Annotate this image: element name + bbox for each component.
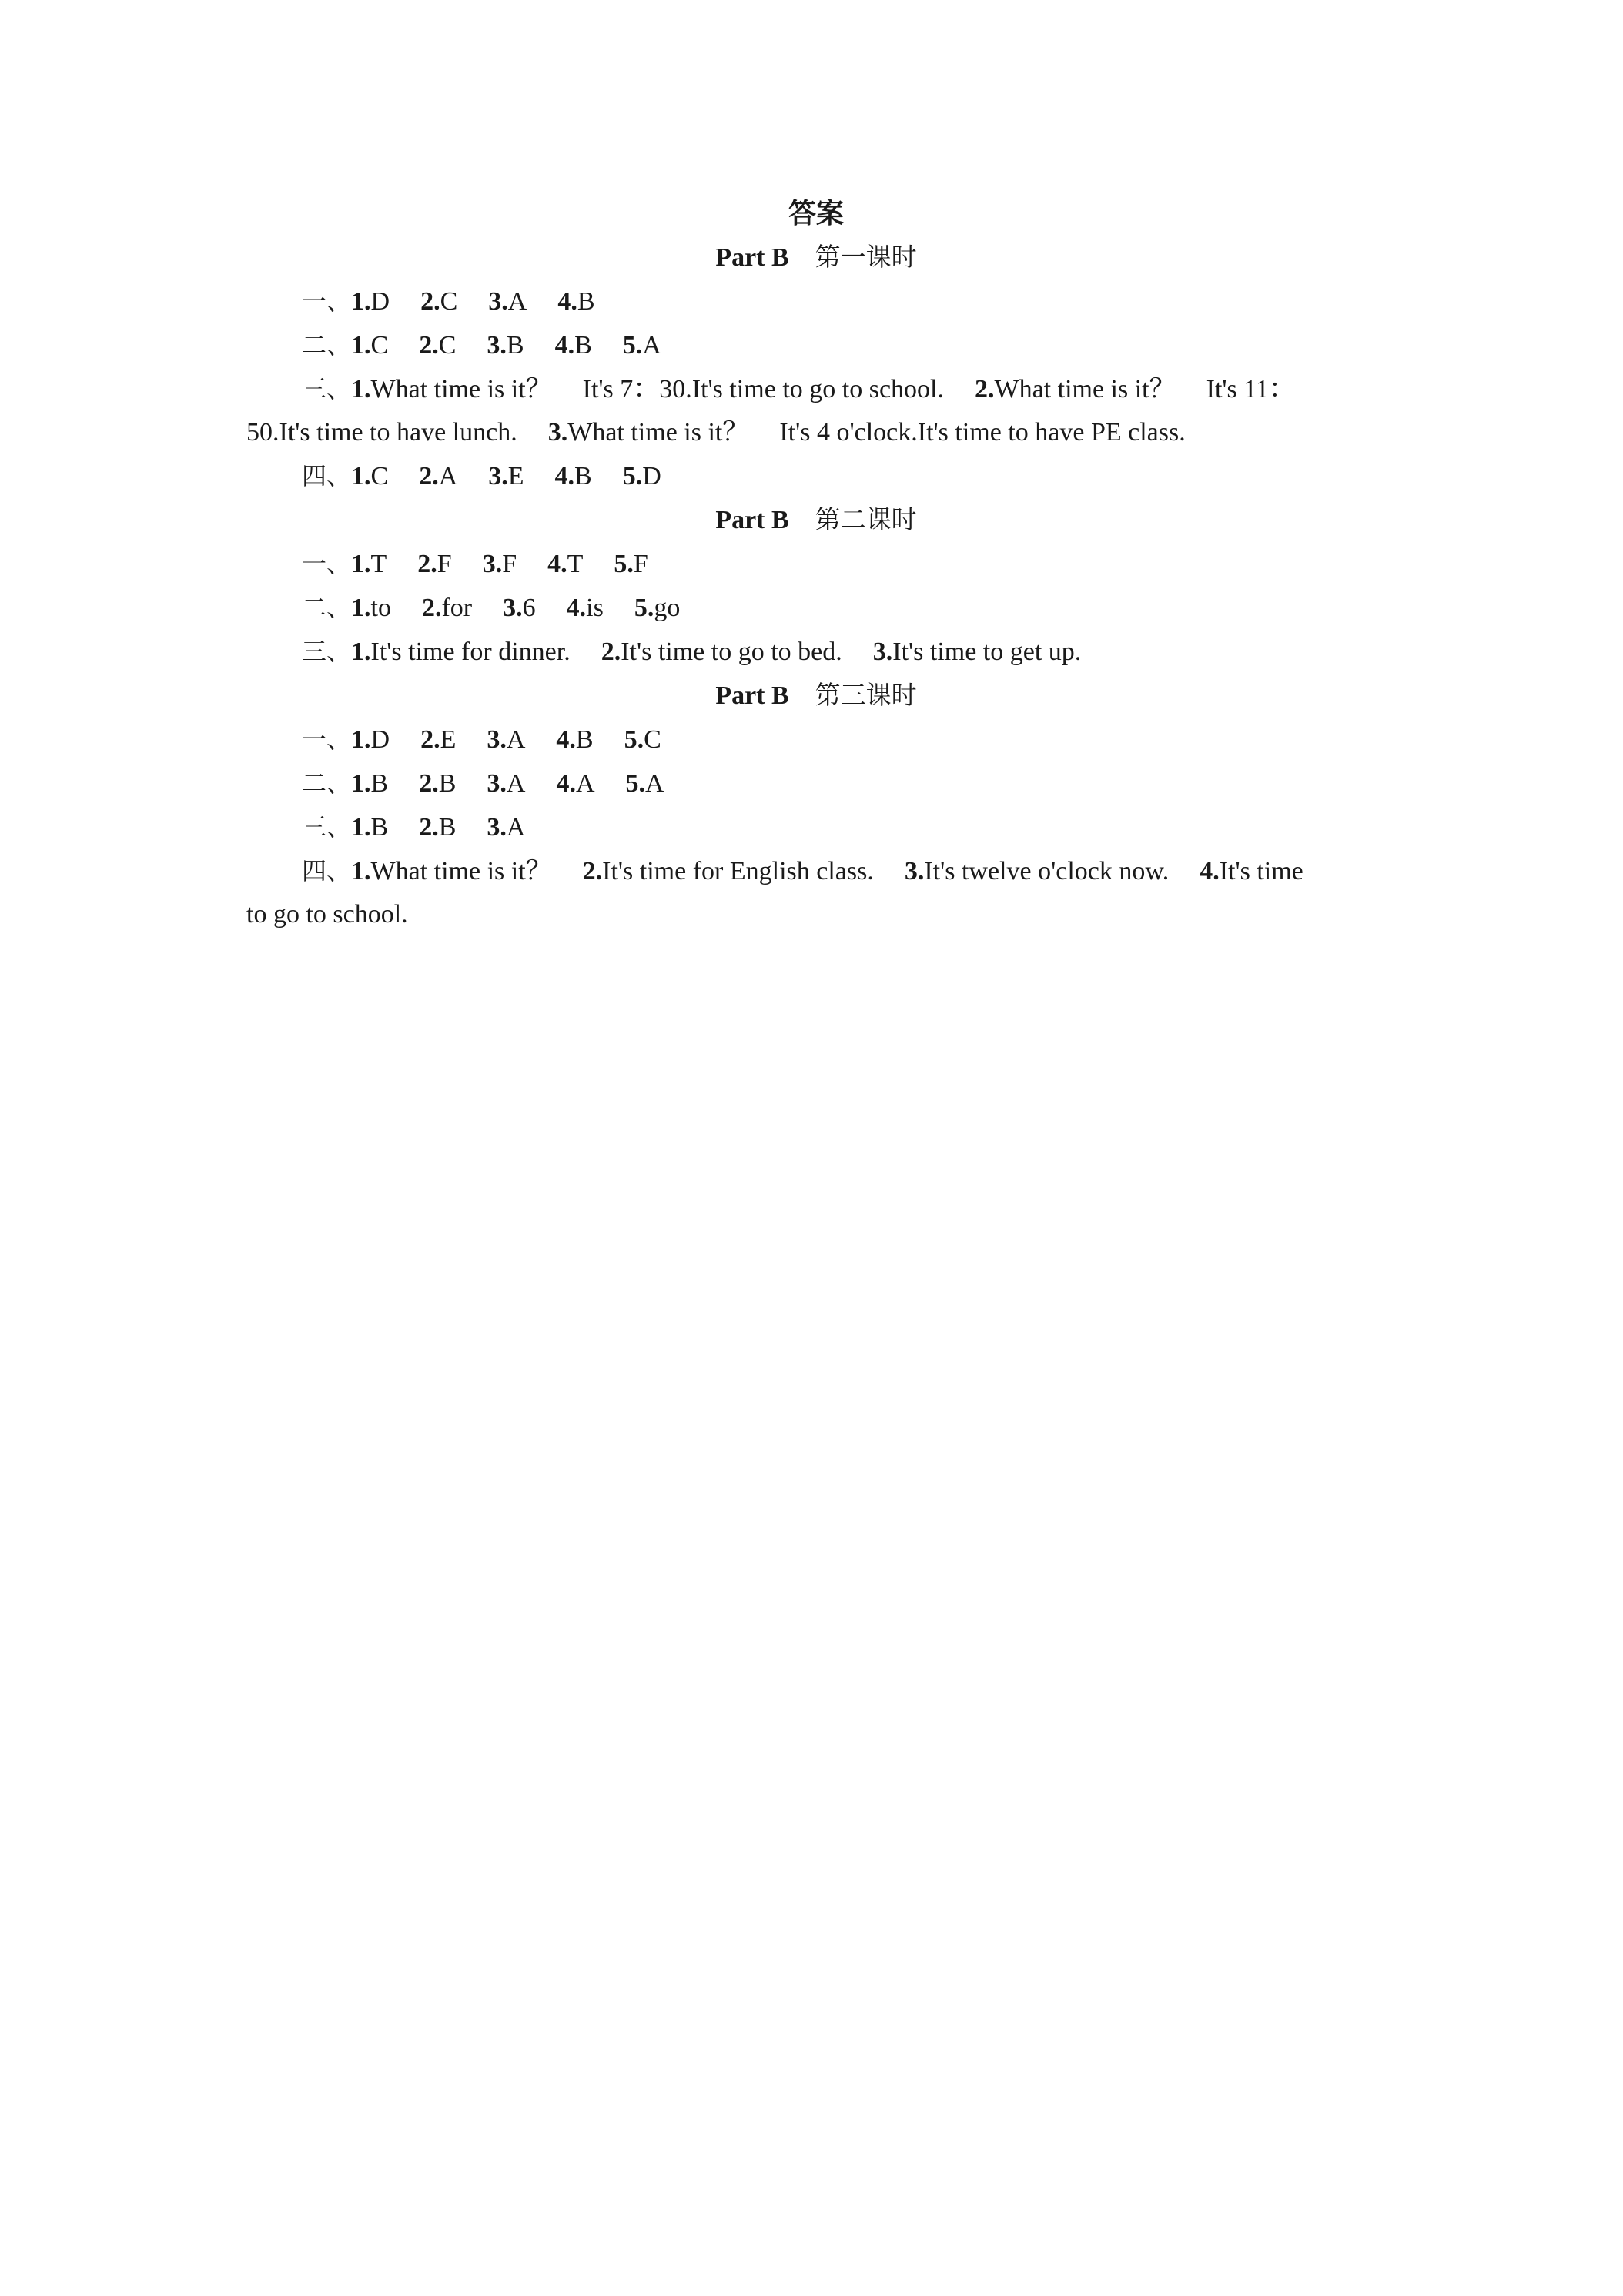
answer-text: A [645, 769, 664, 798]
row-marker: 一、 [302, 286, 352, 316]
question-number: 3. [487, 725, 507, 754]
answer-row [246, 323, 1386, 367]
answer-text: to [370, 594, 391, 622]
question-number: 3. [547, 418, 568, 447]
answer-text: to go to school. [246, 900, 408, 929]
question-number: 2. [420, 725, 440, 754]
question-number: 5. [622, 331, 643, 360]
row-marker: 三、 [302, 374, 352, 403]
answer-text: B [438, 769, 457, 798]
part-label: Part B [715, 506, 789, 534]
answer-text: A [438, 462, 458, 490]
answer-row [246, 279, 1386, 323]
answer-row [246, 718, 1386, 761]
question-number: 3. [487, 769, 507, 798]
answer-row [246, 586, 1386, 630]
question-number: 4. [557, 287, 577, 316]
row-marker: 四、 [302, 461, 352, 490]
question-number: 4. [554, 331, 575, 360]
answer-text: T [567, 550, 584, 578]
question-number: 2. [419, 813, 439, 842]
question-number: 3. [872, 638, 893, 666]
question-number: 5. [622, 462, 643, 490]
answer-text: What time is it？ [370, 857, 552, 885]
answer-text: It's time for English class. [602, 857, 874, 885]
question-number: 5. [625, 769, 646, 798]
answer-text: D [370, 287, 390, 316]
answer-text: T [370, 550, 387, 578]
answer-text: is [586, 594, 604, 622]
question-number: 5. [614, 550, 634, 578]
question-number: 1. [351, 594, 371, 622]
answer-text: F [633, 550, 648, 578]
answer-text: C [370, 462, 389, 490]
row-marker: 四、 [302, 856, 352, 885]
question-number: 1. [351, 769, 371, 798]
answer-text: It's time for dinner. [370, 638, 571, 666]
question-number: 3. [503, 594, 523, 622]
question-number: 1. [351, 550, 371, 578]
answer-text: B [574, 331, 592, 360]
answer-text: What time is it？ [994, 375, 1176, 403]
lesson-section [246, 236, 1386, 498]
answer-text: What time is it？ [567, 418, 749, 447]
question-number: 3. [487, 813, 507, 842]
section-heading [246, 236, 1386, 279]
answer-row [246, 761, 1386, 805]
question-number: 5. [634, 594, 654, 622]
question-number: 2. [421, 594, 442, 622]
answer-text: B [438, 813, 457, 842]
lesson-section [246, 498, 1386, 674]
question-number: 2. [975, 375, 995, 403]
answer-text: E [440, 725, 457, 754]
page-title: 答案 [788, 198, 844, 229]
answer-row-continued [246, 411, 1386, 454]
question-number: 1. [351, 857, 371, 885]
answer-row [246, 454, 1386, 498]
question-number: 2. [420, 287, 440, 316]
answer-text: A [507, 287, 527, 316]
answer-row [246, 805, 1386, 849]
answer-text: A [575, 769, 595, 798]
lesson-label: 第一课时 [815, 242, 917, 272]
answer-text: B [370, 813, 389, 842]
answer-text: 50.It's time to have lunch. [246, 418, 517, 447]
answer-text: A [642, 331, 661, 360]
row-marker: 一、 [302, 725, 352, 754]
answer-text: B [370, 769, 389, 798]
answer-text: B [574, 462, 592, 490]
answer-text: B [577, 287, 595, 316]
answer-text: It's twelve o'clock now. [924, 857, 1170, 885]
answer-row [246, 542, 1386, 586]
question-number: 3. [904, 857, 925, 885]
question-number: 1. [351, 375, 371, 403]
answer-text: It's time [1219, 857, 1303, 885]
answer-text: 6 [522, 594, 536, 622]
question-number: 1. [351, 725, 371, 754]
answer-text: It's 11： [1206, 375, 1296, 403]
answer-text: F [502, 550, 517, 578]
question-number: 1. [351, 331, 371, 360]
answer-text: It's 7：30.It's time to go to school. [582, 375, 944, 403]
answer-text: F [437, 550, 452, 578]
question-number: 4. [1200, 857, 1220, 885]
answer-text: D [370, 725, 390, 754]
answer-text: B [575, 725, 594, 754]
question-number: 4. [554, 462, 575, 490]
question-number: 4. [566, 594, 587, 622]
question-number: 1. [351, 813, 371, 842]
answer-sections [246, 236, 1386, 936]
row-marker: 二、 [302, 593, 352, 622]
answer-text: E [507, 462, 524, 490]
answer-text: It's time to get up. [892, 638, 1082, 666]
question-number: 1. [351, 462, 371, 490]
answer-text: It's time to go to bed. [621, 638, 842, 666]
question-number: 2. [582, 857, 603, 885]
question-number: 2. [419, 769, 439, 798]
question-number: 3. [488, 287, 508, 316]
answer-text: It's 4 o'clock.It's time to have PE class. [779, 418, 1186, 447]
answer-text: C [438, 331, 457, 360]
answer-text: go [654, 594, 681, 622]
lesson-label: 第二课时 [815, 504, 917, 534]
answer-text: D [642, 462, 661, 490]
question-number: 2. [419, 331, 439, 360]
answer-text: for [441, 594, 473, 622]
answer-sheet [246, 192, 1386, 936]
lesson-section [246, 674, 1386, 936]
answer-text: A [506, 725, 526, 754]
question-number: 2. [601, 638, 621, 666]
question-number: 3. [482, 550, 503, 578]
answer-row [246, 630, 1386, 674]
question-number: 2. [419, 462, 439, 490]
answer-text: C [370, 331, 389, 360]
row-marker: 二、 [302, 330, 352, 360]
lesson-label: 第三课时 [815, 680, 917, 710]
section-heading [246, 674, 1386, 718]
question-number: 5. [624, 725, 644, 754]
question-number: 4. [556, 769, 576, 798]
answer-row [246, 849, 1386, 893]
answer-row-continued [246, 893, 1386, 936]
question-number: 3. [487, 331, 507, 360]
section-heading [246, 498, 1386, 542]
question-number: 3. [488, 462, 508, 490]
part-label: Part B [715, 681, 789, 710]
question-number: 2. [417, 550, 437, 578]
row-marker: 三、 [302, 637, 352, 666]
row-marker: 一、 [302, 549, 352, 578]
row-marker: 二、 [302, 768, 352, 798]
answer-text: What time is it？ [370, 375, 552, 403]
question-number: 1. [351, 287, 371, 316]
answer-row [246, 367, 1386, 411]
question-number: 4. [547, 550, 567, 578]
answer-text: A [506, 813, 526, 842]
question-number: 4. [556, 725, 576, 754]
row-marker: 三、 [302, 812, 352, 842]
part-label: Part B [715, 243, 789, 272]
answer-text: A [506, 769, 526, 798]
question-number: 1. [351, 638, 371, 666]
answer-text: C [440, 287, 458, 316]
answer-text: C [644, 725, 661, 754]
answer-text: B [506, 331, 524, 360]
